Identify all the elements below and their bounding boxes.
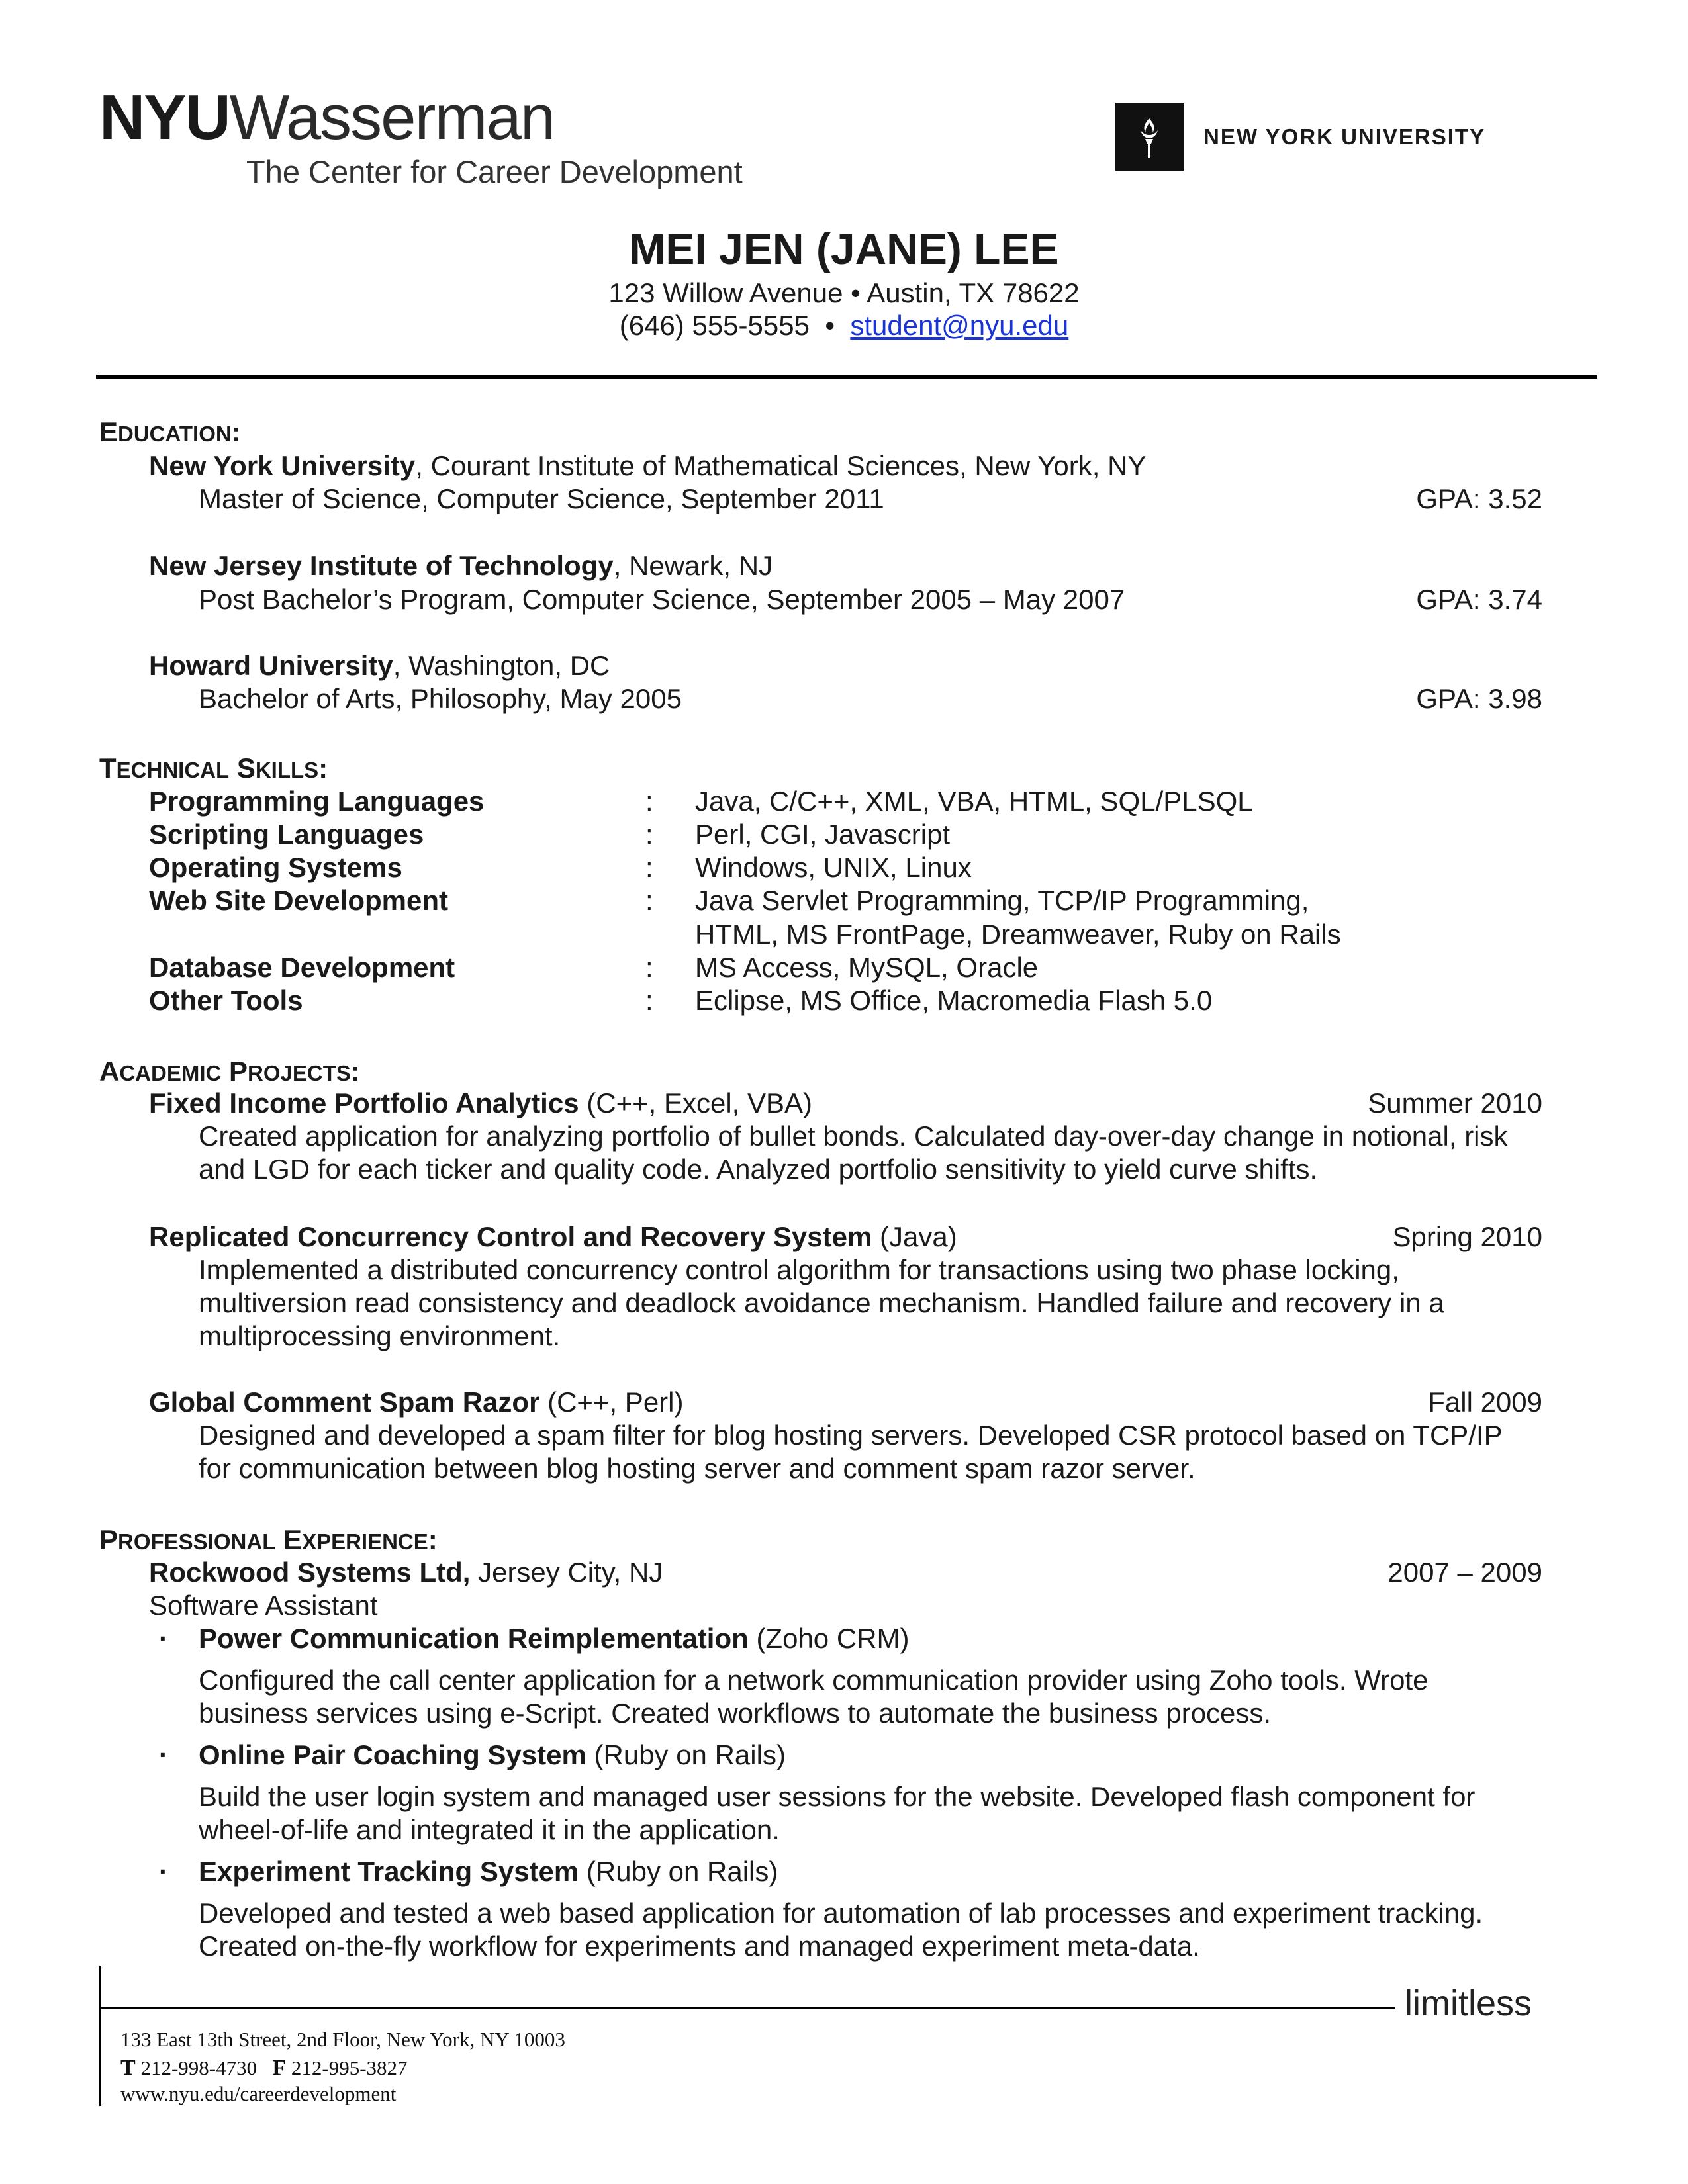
candidate-address: 123 Willow Avenue • Austin, TX 78622 — [608, 277, 1080, 308]
project-description: multiversion read consistency and deadlock avoidance mechanism. Handled failure and recovery in a — [199, 1287, 1444, 1318]
project-title: Replicated Concurrency Control and Recovery System (Java) — [149, 1221, 957, 1252]
education-degree: Bachelor of Arts, Philosophy, May 2005 — [199, 683, 682, 714]
project-description: and LGD for each ticker and quality code. Analyzed portfolio sensitivity to yield curve shifts. — [199, 1154, 1318, 1185]
experience-item-description: wheel-of-life and integrated it in the application. — [199, 1814, 780, 1845]
skill-label: Programming Languages — [149, 786, 485, 817]
education-degree: Post Bachelor’s Program, Computer Science, September 2005 – May 2007 — [199, 584, 1125, 615]
employer: Rockwood Systems Ltd, Jersey City, NJ — [149, 1557, 663, 1588]
section-heading-projects: ACADEMIC PROJECTS: — [99, 1056, 360, 1087]
project-date: Fall 2009 — [1428, 1387, 1542, 1418]
experience-item-description: Configured the call center application for a network communication provider using Zoho tools. Wrote — [199, 1664, 1429, 1696]
project-title: Fixed Income Portfolio Analytics (C++, Excel, VBA) — [149, 1087, 813, 1118]
experience-item-description: Build the user login system and managed user sessions for the website. Developed flash component for — [199, 1781, 1476, 1812]
skill-value: Java, C/C++, XML, VBA, HTML, SQL/PLSQL — [695, 786, 1253, 817]
skill-value: Java Servlet Programming, TCP/IP Programming, — [695, 885, 1309, 916]
footer-tagline: limitless — [1405, 1983, 1532, 2023]
education-school: New Jersey Institute of Technology, Newark, NJ — [149, 550, 773, 581]
bullet-icon: · — [159, 1856, 168, 1887]
education-degree: Master of Science, Computer Science, September 2011 — [199, 483, 884, 514]
experience-item-title: Experiment Tracking System (Ruby on Rails) — [199, 1856, 778, 1887]
project-title: Global Comment Spam Razor (C++, Perl) — [149, 1387, 684, 1418]
skill-value: Eclipse, MS Office, Macromedia Flash 5.0 — [695, 985, 1213, 1016]
skill-value: Perl, CGI, Javascript — [695, 819, 951, 850]
job-role: Software Assistant — [149, 1590, 378, 1621]
skill-label: Web Site Development — [149, 885, 448, 916]
header-divider — [96, 375, 1597, 379]
university-name: NEW YORK UNIVERSITY — [1203, 124, 1486, 149]
skill-value-continued: HTML, MS FrontPage, Dreamweaver, Ruby on Rails — [695, 919, 1341, 950]
project-description: Created application for analyzing portfolio of bullet bonds. Calculated day-over-day change in notional, risk — [199, 1120, 1508, 1152]
wasserman-logo — [99, 82, 555, 153]
project-date: Summer 2010 — [1368, 1087, 1542, 1118]
footer-vertical-rule — [99, 1966, 101, 2106]
skill-label: Scripting Languages — [149, 819, 424, 850]
footer-phone-fax: T 212-998-4730 F 212-995-3827 — [120, 2056, 408, 2080]
contact-line — [0, 310, 1688, 341]
project-description: multiprocessing environment. — [199, 1320, 561, 1351]
logo-nyu-text: NYU — [99, 82, 230, 153]
skill-value: MS Access, MySQL, Oracle — [695, 952, 1039, 983]
experience-item-description: Created on-the-fly workflow for experiments and managed experiment meta-data. — [199, 1931, 1200, 1962]
logo-subtitle: The Center for Career Development — [246, 154, 743, 189]
project-description: Implemented a distributed concurrency control algorithm for transactions using two phase locking, — [199, 1254, 1399, 1285]
footer-address: 133 East 13th Street, 2nd Floor, New York, NY 10003 — [120, 2028, 565, 2051]
education-school: New York University, Courant Institute of Mathematical Sciences, New York, NY — [149, 450, 1147, 481]
section-heading-education: EDUCATION: — [99, 416, 241, 447]
education-gpa: GPA: 3.98 — [1416, 683, 1542, 714]
experience-item-description: business services using e-Script. Created workflows to automate the business process. — [199, 1698, 1272, 1729]
contact-separator: • — [825, 310, 835, 341]
candidate-name: MEI JEN (JANE) LEE — [629, 224, 1059, 273]
education-school: Howard University, Washington, DC — [149, 650, 610, 681]
footer-horizontal-rule — [99, 2007, 1395, 2009]
skill-value: Windows, UNIX, Linux — [695, 852, 972, 883]
education-gpa: GPA: 3.52 — [1416, 483, 1542, 514]
skill-colon: : — [645, 819, 653, 850]
experience-item-title: Power Communication Reimplementation (Zoho CRM) — [199, 1623, 910, 1654]
project-description: for communication between blog hosting server and comment spam razor server. — [199, 1453, 1196, 1484]
skill-label: Other Tools — [149, 985, 303, 1016]
project-description: Designed and developed a spam filter for blog hosting servers. Developed CSR protocol based on TCP/IP — [199, 1420, 1503, 1451]
experience-item-description: Developed and tested a web based application for automation of lab processes and experiment tracking. — [199, 1897, 1483, 1929]
phone-number: (646) 555-5555 — [619, 310, 810, 341]
bullet-icon: · — [159, 1739, 168, 1770]
skill-label: Operating Systems — [149, 852, 402, 883]
logo-wasserman-text: Wasserman — [229, 82, 555, 153]
skill-colon: : — [645, 985, 653, 1016]
project-date: Spring 2010 — [1392, 1221, 1542, 1252]
employment-dates: 2007 – 2009 — [1387, 1557, 1542, 1588]
section-heading-skills: TECHNICAL SKILLS: — [99, 752, 328, 784]
skill-colon: : — [645, 885, 653, 916]
skill-colon: : — [645, 952, 653, 983]
torch-icon — [1115, 103, 1184, 171]
skill-label: Database Development — [149, 952, 455, 983]
experience-item-title: Online Pair Coaching System (Ruby on Rails) — [199, 1739, 786, 1770]
footer-website-link[interactable]: www.nyu.edu/careerdevelopment — [120, 2082, 397, 2105]
bullet-icon: · — [159, 1623, 168, 1654]
skill-colon: : — [645, 786, 653, 817]
email-link[interactable]: student@nyu.edu — [850, 310, 1069, 341]
skill-colon: : — [645, 852, 653, 883]
education-gpa: GPA: 3.74 — [1416, 584, 1542, 615]
section-heading-experience: PROFESSIONAL EXPERIENCE: — [99, 1524, 438, 1555]
